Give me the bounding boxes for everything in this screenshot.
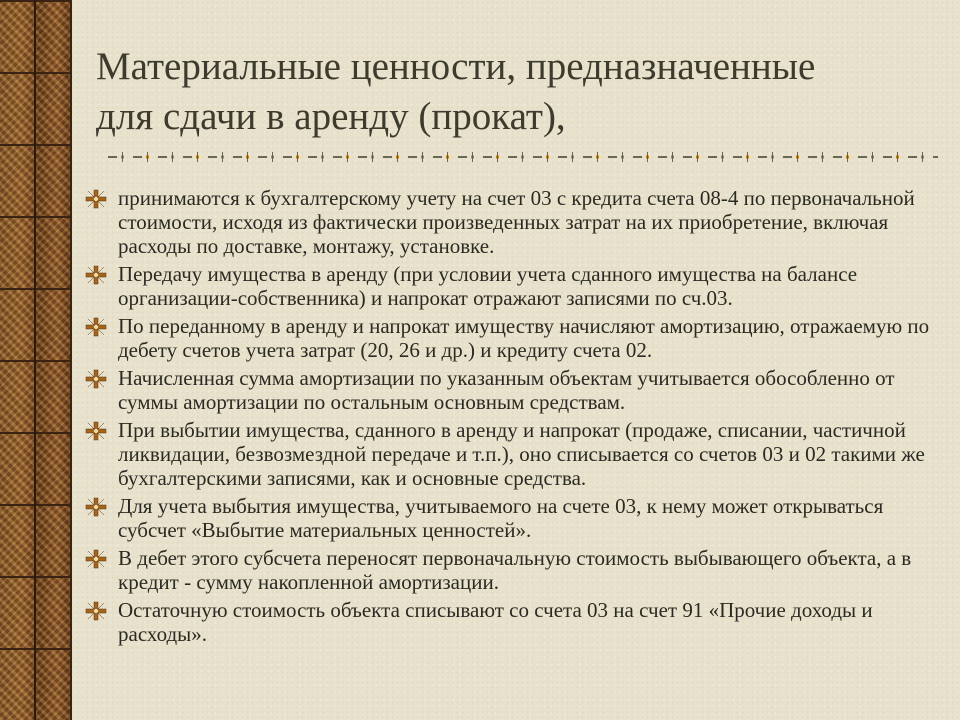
ornament-star-icon [84,369,108,389]
bullet-item [84,186,950,258]
ornament-star-icon [84,497,108,517]
bullet-text: По переданному в аренду и напрокат имуществу начисляют амортизацию, отражаемую по дебету счетов учета затрат (20, 26 и др.) и кредиту счета 02. [118,314,930,362]
ornament-star-icon [84,265,108,285]
ornament-star-icon [84,317,108,337]
slide-title [96,42,926,142]
bullet-item [84,262,950,310]
bullet-list [84,186,950,650]
ornament-star-icon [84,549,108,569]
bullet-text: Передачу имущества в аренду (при условии учета сданного имущества на балансе организации-собственника) и напрокат отражают записями по сч.03. [118,262,858,310]
bullet-text: принимаются к бухгалтерскому учету на счет 03 с кредита счета 08-4 по первоначальной стоимости, исходя из фактически произведенных затрат на их приобретение, включая расходы по доставке, монтажу, установке. [118,186,915,258]
bullet-item [84,314,950,362]
bullet-item [84,418,950,490]
bullet-text: В дебет этого субсчета переносят первоначальную стоимость выбывающего объекта, а в кредит - сумму накопленной амортизации. [118,546,912,594]
bullet-item [84,598,950,646]
ornament-star-icon [84,421,108,441]
bullet-item [84,366,950,414]
decorative-wood-band [0,0,72,720]
ornament-star-icon [84,601,108,621]
bullet-item [84,494,950,542]
bullet-text: Для учета выбытия имущества, учитываемого на счете 03, к нему может открываться субсчет «Выбытие материальных ценностей». [118,494,884,542]
ornament-star-icon [84,189,108,209]
dotted-divider [108,150,938,164]
title-line-2: для сдачи в аренду (прокат), [96,95,566,138]
bullet-text: Остаточную стоимость объекта списывают со счета 03 на счет 91 «Прочие доходы и расходы». [118,598,873,646]
title-line-1: Материальные ценности, предназначенные [96,45,816,88]
bullet-text: При выбытии имущества, сданного в аренду и напрокат (продаже, списании, частичной ликвидации, безвозмездной передаче и т.п.), оно списывается со счетов 03 и 02 такими же бухгалтерскими записями, как и основные средства. [118,418,925,490]
bullet-item [84,546,950,594]
bullet-text: Начисленная сумма амортизации по указанным объектам учитывается обособленно от суммы амортизации по остальным основным средствам. [118,366,895,414]
